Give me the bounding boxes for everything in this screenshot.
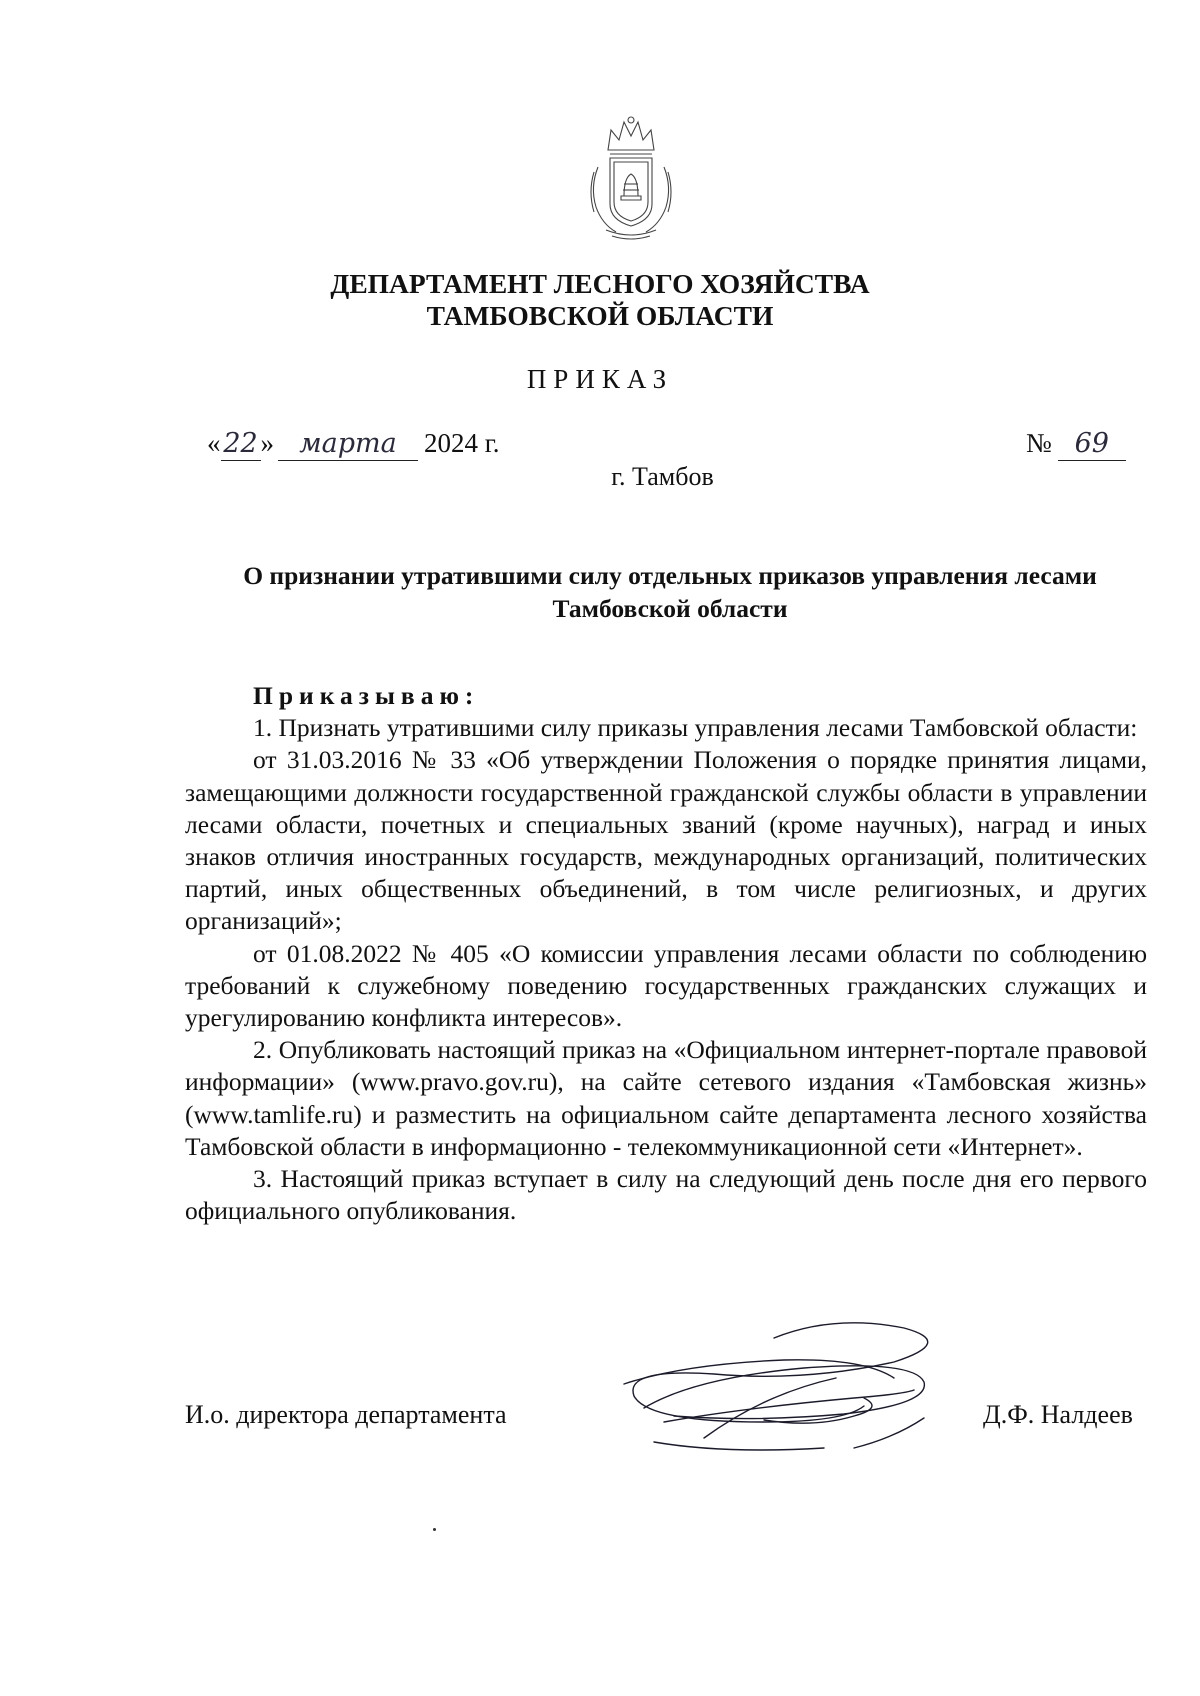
date-day: 22 bbox=[221, 428, 261, 461]
date-month: марта bbox=[278, 428, 418, 461]
paragraph-5: 3. Настоящий приказ вступает в силу на следующий день после дня его первого официального опубликования. bbox=[185, 1164, 1147, 1226]
number-label: № bbox=[1026, 428, 1052, 458]
date-year: 2024 г. bbox=[424, 428, 500, 458]
order-word: Приказываю: bbox=[253, 681, 480, 710]
quote-close: » bbox=[260, 428, 274, 458]
department-name-line2: ТАМБОВСКОЙ ОБЛАСТИ bbox=[426, 300, 774, 331]
document-type: ПРИКАЗ bbox=[526, 364, 674, 394]
paragraph-2: от 31.03.2016 № 33 «Об утверждении Положения о порядке принятия лицами, замещающими должности государственной гражданской службы области в управлении лесами области, почетных и специальных званий (кроме научных), наград и иных знаков отличия иностранных государств, международных организаций, политических партий, иных общественных объединений, в том числе религиозных, и других организаций»; bbox=[185, 745, 1147, 936]
paragraph-4: 2. Опубликовать настоящий приказ на «Официальном интернет-портале правовой информации» (www.pravo.gov.ru), на сайте сетевого издания «Тамбовская жизнь» (www.tamlife.ru) и разместить на официальном сайте департамента лесного хозяйства Тамбовской области в информационно - телекоммуникационной сети «Интернет». bbox=[185, 1035, 1147, 1161]
coat-of-arms-icon bbox=[586, 112, 676, 242]
scan-speck bbox=[433, 1528, 436, 1531]
signatory-name: Д.Ф. Налдеев bbox=[983, 1400, 1133, 1429]
title-line1: О признании утратившими силу отдельных приказов управления лесами bbox=[243, 561, 1097, 590]
department-name-line1: ДЕПАРТАМЕНТ ЛЕСНОГО ХОЗЯЙСТВА bbox=[330, 268, 870, 299]
department-name bbox=[260, 268, 940, 332]
document-title bbox=[185, 559, 1155, 625]
signatory-position: И.о. директора департамента bbox=[185, 1400, 507, 1429]
paragraph-1: 1. Признать утратившими силу приказы управления лесами Тамбовской области: bbox=[253, 713, 1138, 743]
handwritten-signature bbox=[604, 1318, 984, 1478]
document-body bbox=[185, 680, 1147, 1227]
document-number bbox=[1026, 427, 1126, 461]
document-date bbox=[207, 427, 500, 461]
number-value: 69 bbox=[1058, 428, 1126, 461]
city: г. Тамбов bbox=[611, 462, 714, 491]
title-line2: Тамбовской области bbox=[552, 594, 788, 623]
quote-open: « bbox=[207, 428, 221, 458]
paragraph-3: от 01.08.2022 № 405 «О комиссии управления лесами области по соблюдению требований к служебному поведению государственных гражданских служащих и урегулированию конфликта интересов». bbox=[185, 938, 1147, 1033]
